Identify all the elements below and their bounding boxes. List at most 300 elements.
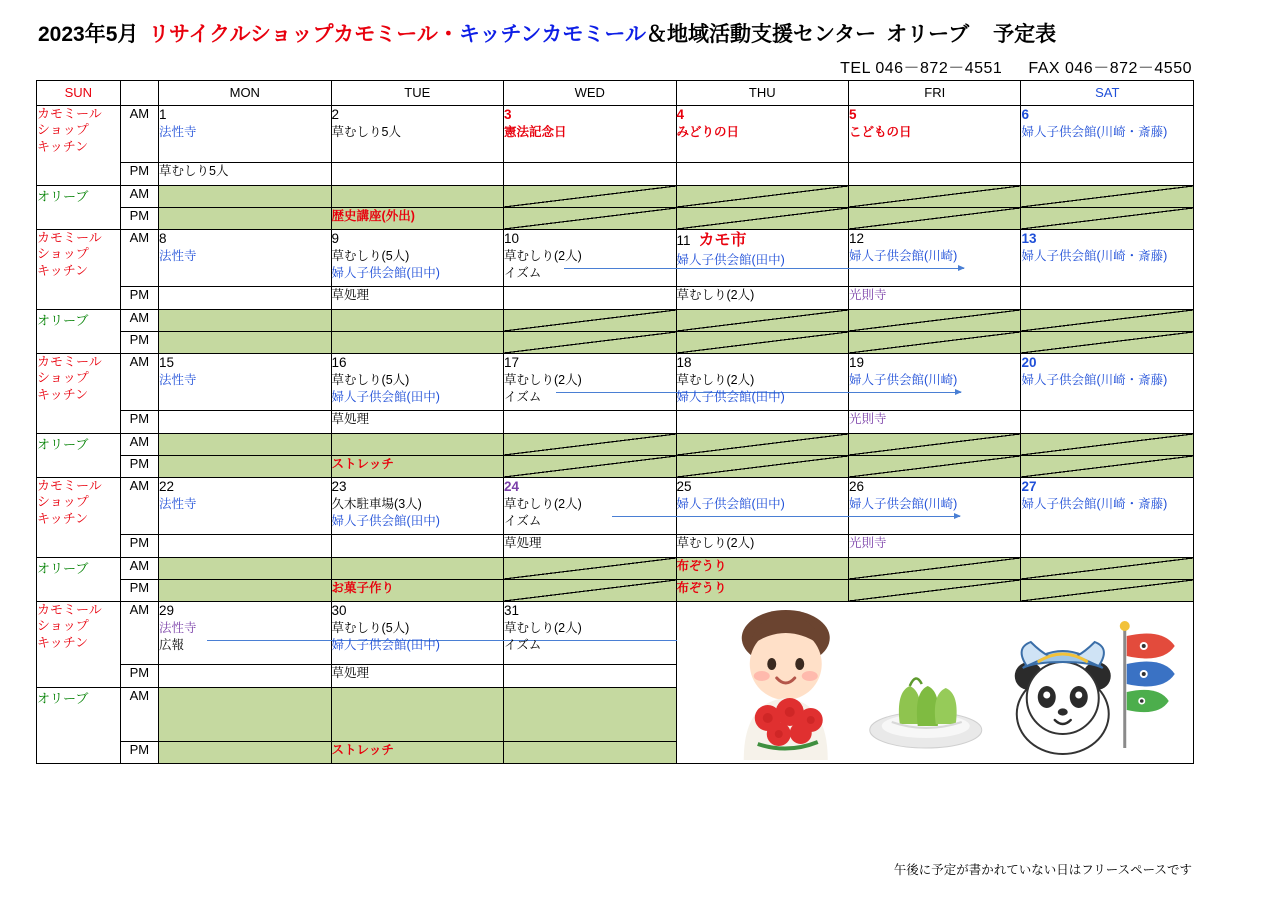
olive-cell-pm[interactable] [159,332,331,354]
event-text: 草処理 [331,288,370,302]
day-header [677,230,848,252]
day-header [159,602,330,620]
day-cell-pm[interactable] [676,535,848,558]
ampm-pm: PM [120,411,158,434]
event-text: 草処理 [331,412,370,426]
event-text: イズム [504,513,542,528]
day-cell-am[interactable] [1021,106,1194,163]
event-text: 草むしり(5人) [331,248,410,263]
day-number: 9 [331,231,340,246]
olive-cell-pm[interactable] [504,208,676,230]
olive-cell-am[interactable] [331,558,503,580]
event-text: 光則寺 [848,536,887,550]
olive-cell-am[interactable] [504,688,676,742]
olive-cell-am[interactable] [676,434,848,456]
olive-cell-pm[interactable] [159,580,331,602]
day-cell-am[interactable] [159,106,331,163]
day-header [504,602,675,620]
event-text: イズム [504,265,542,280]
day-cell-pm[interactable] [676,411,848,434]
illustration-svg [677,602,1194,760]
week-am-row [37,478,1194,535]
day-number: 19 [848,355,865,370]
event-text: イズム [504,389,542,404]
label-line: ショップ [37,122,89,138]
day-header [159,354,330,372]
event-text: 法性寺 [159,620,197,635]
col-head-thu: THU [676,81,848,106]
olive-cell-pm[interactable] [504,332,676,354]
event-text: 草むしり(2人) [504,620,582,635]
day-cell-pm[interactable] [331,287,503,310]
day-header [677,354,848,372]
olive-cell-am[interactable] [504,186,676,208]
day-header [332,354,503,372]
olive-cell-pm[interactable] [159,456,331,478]
olive-cell-pm[interactable] [848,332,1020,354]
olive-am-row [37,434,1194,456]
olive-cell-pm[interactable] [1021,580,1194,602]
week-pm-row [37,535,1194,558]
event-text: 光則寺 [848,412,887,426]
day-header [504,354,675,372]
day-number: 29 [159,603,175,618]
ampm-pm: PM [120,535,158,558]
event-text: 草むしり(2人) [676,288,755,302]
olive-cell-am[interactable] [676,186,848,208]
event-text: 憲法記念日 [504,124,567,139]
day-cell-pm[interactable] [676,287,848,310]
olive-cell-pm[interactable] [504,580,676,602]
event-text: 婦人子供会館(川崎) [848,372,958,387]
day-cell-am[interactable] [159,230,331,287]
event-text: ストレッチ [331,457,394,471]
olive-cell-am[interactable] [1021,310,1194,332]
ampm-am: AM [120,186,158,208]
contact-info [840,55,1192,78]
event-text: 法性寺 [159,496,197,511]
day-cell-am[interactable] [504,354,676,411]
illustration-area [676,602,1194,764]
olive-cell-am[interactable] [848,434,1020,456]
day-header [849,478,1020,496]
olive-cell-am[interactable] [1021,186,1194,208]
event-text: 法性寺 [159,248,197,263]
day-cell-pm[interactable] [504,535,676,558]
day-cell-am[interactable] [159,478,331,535]
fax-number: FAX 046－872－4550 [1028,60,1192,77]
row-label-kamomile [37,602,121,688]
day-number: 2 [331,107,340,122]
label-line: キッチン [37,138,89,154]
day-cell-am[interactable] [331,354,503,411]
ampm-pm: PM [120,208,158,230]
day-number: 3 [504,107,512,122]
day-cell-am[interactable] [1021,354,1194,411]
olive-cell-am[interactable] [504,310,676,332]
day-number: 23 [331,479,347,494]
label-line: カモミール [37,602,102,617]
title-shop-blue: キッチンカモミール [458,23,646,46]
ampm-am: AM [120,434,158,456]
day-cell-am[interactable] [504,478,676,535]
day-cell-pm[interactable] [159,411,331,434]
day-number: 11 [676,233,691,248]
day-cell-pm[interactable] [159,535,331,558]
day-header [159,106,330,124]
day-cell-pm[interactable] [159,665,331,688]
olive-cell-pm[interactable] [331,332,503,354]
col-head-sun: SUN [37,81,121,106]
label-line: キッチン [37,386,89,402]
day-cell-pm[interactable] [848,163,1020,186]
day-number: 1 [159,107,167,122]
title-month: 2023年5月 [38,23,139,46]
col-head-wed: WED [504,81,676,106]
olive-cell-am[interactable] [504,434,676,456]
olive-cell-pm[interactable] [159,208,331,230]
olive-cell-pm[interactable] [676,208,848,230]
day-header [849,354,1020,372]
olive-cell-pm[interactable] [1021,332,1194,354]
olive-cell-pm[interactable] [504,742,676,764]
day-header [1021,354,1193,372]
olive-cell-pm[interactable] [331,208,503,230]
event-text: 婦人子供会館(川崎・斎藤) [1021,248,1168,263]
olive-cell-pm[interactable] [159,742,331,764]
event-text: 婦人子供会館(田中) [331,389,440,404]
day-cell-am[interactable] [848,354,1020,411]
event-text: みどりの日 [676,124,740,139]
olive-cell-am[interactable] [504,558,676,580]
olive-cell-am[interactable] [159,434,331,456]
label-line: カモミール [37,354,102,369]
day-header [332,478,503,496]
label-line: キッチン [37,510,89,526]
day-number: 6 [1021,107,1029,122]
day-number: 25 [676,479,692,494]
ampm-am: AM [120,354,158,411]
day-header [677,478,848,496]
event-text: イズム [504,637,542,652]
olive-cell-pm[interactable] [504,456,676,478]
event-text: 婦人子供会館(田中) [331,513,440,528]
day-cell-pm[interactable] [504,665,676,688]
event-text: 布ぞうり [676,581,727,595]
day-header [504,106,675,124]
day-cell-pm[interactable] [1021,535,1194,558]
ampm-pm: PM [120,287,158,310]
olive-cell-pm[interactable] [848,580,1020,602]
day-cell-pm[interactable] [1021,411,1194,434]
event-text: 布ぞうり [676,559,727,573]
day-number: 27 [1021,479,1037,494]
day-cell-pm[interactable] [159,287,331,310]
olive-cell-am[interactable] [848,186,1020,208]
col-head-tue: TUE [331,81,503,106]
event-text: 婦人子供会館(川崎) [848,496,958,511]
label-line: ショップ [37,618,89,634]
week-am-row [37,602,1194,665]
olive-cell-am[interactable] [159,688,331,742]
day-cell-pm[interactable] [504,163,676,186]
event-text: 婦人子供会館(川崎・斎藤) [1021,124,1168,139]
event-text: 広報 [159,637,185,652]
footnote: 午後に予定が書かれていない日はフリースペースです [893,863,1192,877]
row-label-olive: オリーブ [37,434,121,478]
day-cell-pm[interactable] [848,287,1020,310]
day-cell-pm[interactable] [676,163,848,186]
event-text: 草むしり(2人) [504,248,582,263]
event-text: 婦人子供会館(川崎・斎藤) [1021,372,1168,387]
day-header [159,478,330,496]
day-number: 16 [331,355,347,370]
day-cell-am[interactable] [504,602,676,665]
label-line: ショップ [37,370,89,386]
week-pm-row [37,287,1194,310]
event-text: 草むしり(2人) [504,372,582,387]
ampm-am: AM [120,602,158,665]
event-text: 草むしり5人 [159,164,229,178]
ampm-am: AM [120,558,158,580]
event-text: 草むしり(2人) [676,372,755,387]
day-header [504,230,675,248]
olive-cell-am[interactable] [848,558,1020,580]
day-cell-am[interactable] [159,602,331,665]
day-cell-am[interactable] [504,230,676,287]
day-cell-pm[interactable] [1021,287,1194,310]
day-cell-am[interactable] [331,230,503,287]
label-line: カモミール [37,106,102,121]
olive-cell-pm[interactable] [676,332,848,354]
title-center: ＆地域活動支援センター [646,23,877,46]
olive-cell-am[interactable] [1021,434,1194,456]
day-cell-pm[interactable] [159,163,331,186]
day-header [332,106,503,124]
calendar-table [36,80,1194,764]
event-text: 法性寺 [159,124,197,139]
olive-cell-am[interactable] [331,186,503,208]
day-cell-pm[interactable] [1021,163,1194,186]
tel-number: TEL 046－872－4551 [840,60,1003,77]
ampm-pm: PM [120,580,158,602]
day-number: 31 [504,603,520,618]
day-cell-pm[interactable] [848,411,1020,434]
label-line: ショップ [37,246,89,262]
day-header [677,106,848,124]
event-text: 婦人子供会館(田中) [331,265,440,280]
event-text: 草むしり(5人) [331,372,410,387]
olive-cell-pm[interactable] [331,742,503,764]
day-cell-am[interactable] [676,354,848,411]
day-cell-am[interactable] [504,106,676,163]
day-cell-pm[interactable] [331,163,503,186]
row-label-kamomile [37,354,121,434]
olive-pm-row [37,580,1194,602]
olive-am-row [37,186,1194,208]
event-text: 婦人子供会館(田中) [676,389,785,404]
title-schedule: 予定表 [993,23,1057,46]
olive-cell-pm[interactable] [676,456,848,478]
event-text: 婦人子供会館(田中) [331,637,440,652]
day-cell-am[interactable] [848,478,1020,535]
day-header [332,602,503,620]
day-cell-pm[interactable] [331,535,503,558]
day-number: 4 [676,107,685,122]
olive-cell-pm[interactable] [848,208,1020,230]
day-number: 12 [848,231,865,246]
week-pm-row [37,411,1194,434]
day-number: 30 [331,603,347,618]
day-number: 20 [1021,355,1037,370]
day-number: 26 [848,479,865,494]
olive-cell-am[interactable] [676,310,848,332]
row-label-olive: オリーブ [37,186,121,230]
day-cell-pm[interactable] [848,535,1020,558]
olive-cell-pm[interactable] [1021,208,1194,230]
day-cell-am[interactable] [331,478,503,535]
olive-cell-pm[interactable] [848,456,1020,478]
day-cell-am[interactable] [1021,230,1194,287]
row-label-olive: オリーブ [37,558,121,602]
day-cell-am[interactable] [676,106,848,163]
olive-cell-am[interactable] [331,688,503,742]
event-text: 草むしり(5人) [331,620,410,635]
title-dot: ・ [437,23,459,46]
row-label-olive: オリーブ [37,688,121,764]
olive-cell-pm[interactable] [676,580,848,602]
event-text: 草むしり5人 [331,124,401,139]
day-special-title: カモ市 [698,232,747,249]
event-text: 草処理 [504,536,542,550]
olive-cell-am[interactable] [159,558,331,580]
title-olive: オリーブ [886,23,970,46]
day-cell-pm[interactable] [331,411,503,434]
olive-cell-am[interactable] [159,186,331,208]
day-cell-am[interactable] [159,354,331,411]
day-header [849,230,1020,248]
olive-pm-row [37,456,1194,478]
day-number: 17 [504,355,520,370]
event-text: 法性寺 [159,372,197,387]
olive-cell-am[interactable] [331,434,503,456]
olive-am-row [37,558,1194,580]
col-head-fri: FRI [848,81,1020,106]
event-text: 草処理 [331,666,370,680]
day-header [504,478,675,496]
row-label-olive: オリーブ [37,310,121,354]
ampm-pm: PM [120,742,158,764]
day-cell-pm[interactable] [504,287,676,310]
olive-cell-pm[interactable] [331,580,503,602]
col-head-mon: MON [159,81,331,106]
day-number: 22 [159,479,175,494]
day-header [332,230,503,248]
olive-cell-am[interactable] [676,558,848,580]
day-header [1021,230,1193,248]
label-line: キッチン [37,262,89,278]
olive-cell-am[interactable] [159,310,331,332]
event-text: 婦人子供会館(田中) [676,496,785,511]
day-cell-am[interactable] [676,478,848,535]
week-am-row [37,230,1194,287]
day-cell-am[interactable] [1021,478,1194,535]
day-cell-pm[interactable] [504,411,676,434]
table-header-row [37,81,1194,106]
day-number: 24 [504,479,520,494]
day-number: 18 [676,355,692,370]
olive-pm-row [37,208,1194,230]
event-text: お菓子作り [331,581,395,595]
event-text: 婦人子供会館(田中) [676,252,785,267]
label-line: カモミール [37,230,102,245]
day-header [159,230,330,248]
page-title [38,18,1056,48]
title-shop-red: リサイクルショップカモミール [148,23,438,46]
week-am-row [37,354,1194,411]
ampm-am: AM [120,310,158,332]
event-text: 草むしり(2人) [504,496,582,511]
day-number: 8 [159,231,167,246]
ampm-pm: PM [120,665,158,688]
ampm-am: AM [120,688,158,742]
olive-cell-am[interactable] [848,310,1020,332]
day-header [1021,478,1193,496]
event-text: ストレッチ [331,743,394,757]
day-number: 5 [848,107,857,122]
panda-with-koinobori-icon [1014,621,1174,754]
day-cell-am[interactable] [848,106,1020,163]
day-number: 13 [1021,231,1037,246]
event-text: 久木駐車場(3人) [331,496,422,511]
day-cell-am[interactable] [331,602,503,665]
label-line: ショップ [37,494,89,510]
row-label-kamomile [37,106,121,186]
row-label-kamomile [37,230,121,310]
event-text: 草むしり(2人) [676,536,755,550]
week-pm-row [37,163,1194,186]
day-cell-am[interactable] [848,230,1020,287]
olive-cell-am[interactable] [331,310,503,332]
day-cell-pm[interactable] [331,665,503,688]
ampm-pm: PM [120,332,158,354]
girl-with-carnations-icon [741,610,829,760]
day-header [849,106,1020,124]
event-text: 婦人子供会館(川崎) [848,248,958,263]
ampm-am: AM [120,230,158,287]
day-number: 15 [159,355,175,370]
olive-pm-row [37,332,1194,354]
day-header [1021,106,1193,124]
day-cell-am[interactable] [331,106,503,163]
row-label-kamomile [37,478,121,558]
day-number: 10 [504,231,520,246]
event-text: 歴史講座(外出) [331,209,415,223]
olive-cell-pm[interactable] [1021,456,1194,478]
col-head-blank [120,81,158,106]
ampm-am: AM [120,106,158,163]
day-cell-am[interactable] [676,230,848,287]
week-am-row [37,106,1194,163]
event-text: 婦人子供会館(川崎・斎藤) [1021,496,1168,511]
olive-cell-pm[interactable] [331,456,503,478]
chimaki-plate-icon [869,678,981,748]
label-line: カモミール [37,478,102,493]
olive-am-row [37,310,1194,332]
event-text: こどもの日 [848,124,912,139]
olive-cell-am[interactable] [1021,558,1194,580]
ampm-am: AM [120,478,158,535]
